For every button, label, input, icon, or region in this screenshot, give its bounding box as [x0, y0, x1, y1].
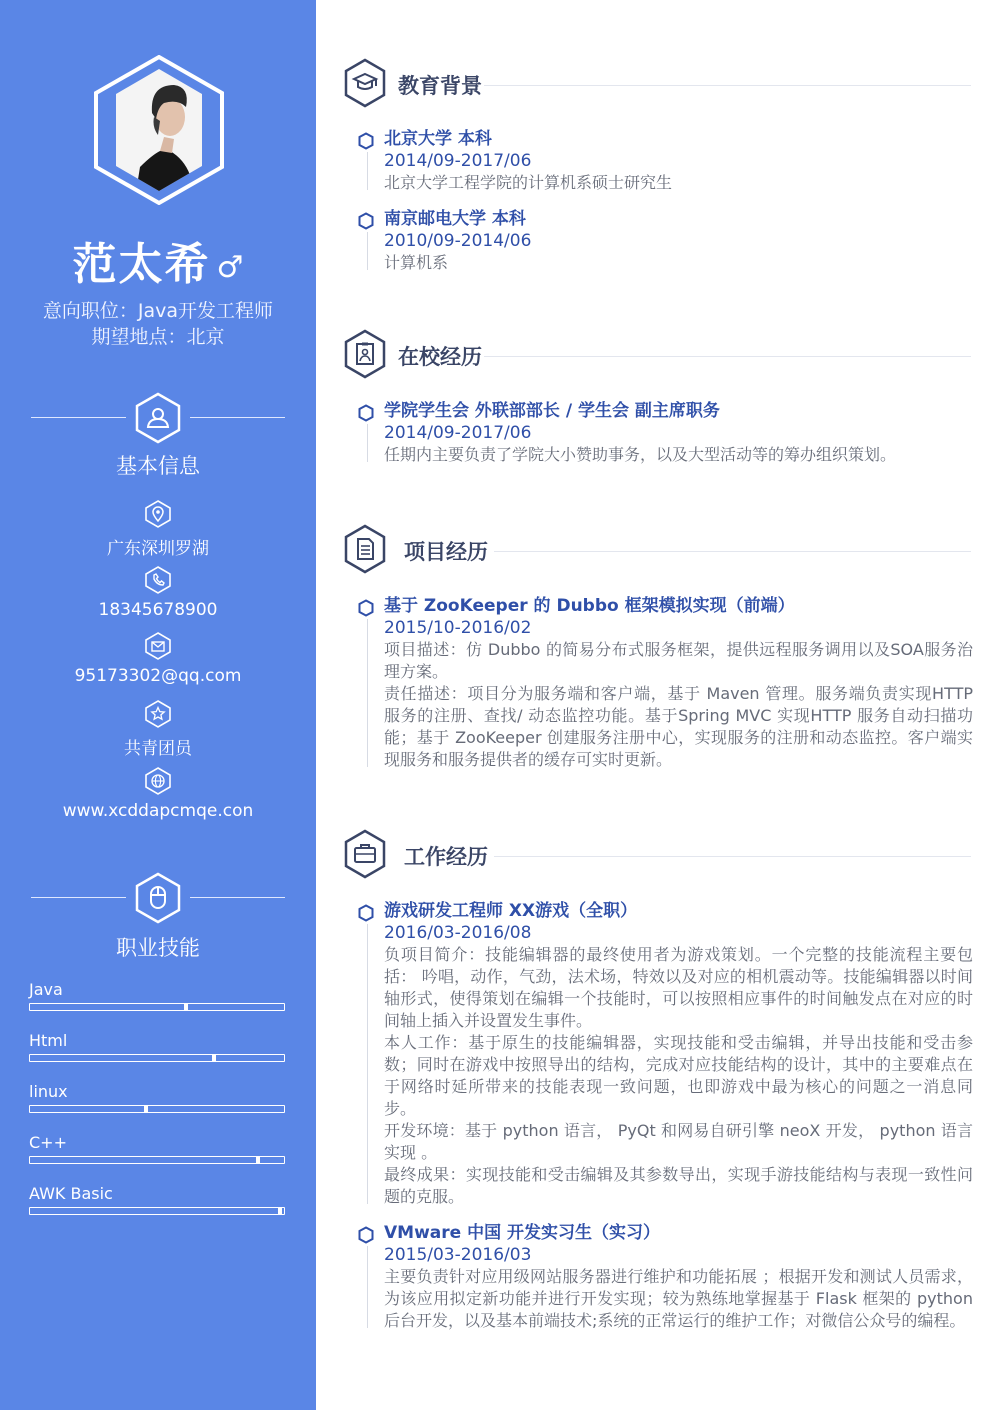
hexagon-bullet-icon	[358, 212, 374, 230]
hexagon-bullet-icon	[358, 132, 374, 150]
skill-level-marker	[184, 1003, 188, 1011]
entry-description: 开发环境：基于 python 语言， PyQt 和网易自研引擎 neoX 开发， python 语言实现 。	[384, 1121, 973, 1162]
skill-level-bar	[29, 1054, 285, 1062]
entry-date: 2014/09-2017/06	[384, 423, 532, 443]
entry-date: 2010/09-2014/06	[384, 231, 532, 251]
entry-description: 任期内主要负责了学院大小赞助事务，以及大型活动等的筹办组织策划。	[384, 445, 897, 464]
website-text: www.xcddapcmqe.con	[62, 801, 254, 821]
male-icon: ♂	[216, 250, 244, 285]
section-divider	[484, 356, 971, 357]
skill-item	[29, 1082, 285, 1113]
entry-title: 基于 ZooKeeper 的 Dubbo 框架模拟实现（前端）	[384, 596, 795, 616]
entry-description: 最终成果：实现技能和受击编辑及其参数导出，实现手游技能结构与表现一致性问题的克服。	[384, 1165, 973, 1206]
phone-item	[0, 566, 316, 620]
document-icon	[344, 524, 386, 574]
timeline-line	[367, 152, 368, 190]
sidebar	[0, 0, 316, 1410]
skill-item	[29, 1031, 285, 1062]
divider-right	[190, 417, 285, 418]
timeline-line	[367, 232, 368, 270]
skill-item	[29, 1133, 285, 1164]
user-icon	[135, 392, 181, 444]
entry-title: 游戏研发工程师 XX游戏（全职）	[384, 901, 638, 921]
name-row	[0, 228, 316, 292]
entry-description: 责任描述：项目分为服务端和客户端，基于 Maven 管理。服务端负责实现HTTP 服务的注册、查找/ 动态监控功能。基于Spring MVC 实现HTTP 服务自动扫描功能；基于 ZooKeeper 创建服务注册中心，实现服务的注册和动态监控。客户端实现服务和服务提供者的缓存可实时更新。	[384, 684, 973, 769]
mail-icon	[145, 632, 171, 660]
skill-name: linux	[29, 1082, 68, 1101]
section-divider	[484, 85, 971, 86]
globe-icon	[145, 767, 171, 795]
avatar	[94, 55, 224, 205]
hexagon-bullet-icon	[358, 404, 374, 422]
campus-entries	[353, 400, 973, 480]
timeline-entry	[353, 128, 973, 194]
skill-level-bar	[29, 1003, 285, 1011]
timeline-entry	[353, 900, 973, 1208]
skill-name: Html	[29, 1031, 68, 1050]
phone-icon	[145, 566, 171, 594]
timeline-entry	[353, 208, 973, 274]
skill-level-bar	[29, 1156, 285, 1164]
timeline-line	[367, 619, 368, 767]
address-item	[0, 500, 316, 559]
entry-description: 计算机系	[384, 253, 449, 272]
candidate-name: 范太希	[72, 239, 211, 290]
timeline-line	[367, 1246, 368, 1328]
entry-title: 南京邮电大学 本科	[384, 209, 526, 229]
skills-title: 职业技能	[116, 936, 200, 960]
timeline-entry	[353, 595, 973, 771]
campus-header	[344, 329, 971, 381]
education-entries	[353, 128, 973, 288]
expected-location: 期望地点：北京	[91, 326, 225, 348]
entry-date: 2015/03-2016/03	[384, 1245, 532, 1265]
skill-item	[29, 980, 285, 1011]
political-status-text: 共青团员	[124, 739, 192, 759]
divider-left	[31, 897, 126, 898]
section-divider	[494, 551, 971, 552]
skill-level-bar	[29, 1105, 285, 1113]
entry-description: 项目描述：仿 Dubbo 的简易分布式服务框架，提供远程服务调用以及SOA服务治理方案。	[384, 640, 973, 681]
education-header	[344, 58, 971, 110]
political-status-item	[0, 700, 316, 759]
skill-name: Java	[29, 980, 63, 999]
work-header	[344, 829, 971, 881]
entry-title: 北京大学 本科	[384, 129, 492, 149]
address-text: 广东深圳罗湖	[107, 539, 209, 559]
basic-info-title: 基本信息	[116, 454, 200, 478]
work-entries	[353, 900, 973, 1346]
section-divider	[494, 856, 971, 857]
skill-level-marker	[212, 1054, 216, 1062]
skill-level-marker	[256, 1156, 260, 1164]
website-item	[0, 767, 316, 821]
timeline-entry	[353, 1222, 973, 1332]
entry-date: 2014/09-2017/06	[384, 151, 532, 171]
entry-description: 负项目简介：技能编辑器的最终使用者为游戏策划。一个完整的技能流程主要包括： 吟唱，动作，气劲，法术场，特效以及对应的相机震动等。技能编辑器以时间轴形式，使得策划在编辑一个技能时，可以按照相应事件的时间触发点在对应的时间轴上插入并设置发生事件。	[384, 945, 973, 1030]
location-icon	[145, 500, 171, 528]
hexagon-bullet-icon	[358, 1226, 374, 1244]
entry-title: 学院学生会 外联部部长 / 学生会 副主席职务	[384, 401, 720, 421]
graduation-cap-icon	[344, 58, 386, 108]
divider-right	[190, 897, 285, 898]
phone-text: 18345678900	[98, 600, 218, 620]
work-title: 工作经历	[404, 845, 488, 869]
skill-item	[29, 1184, 285, 1215]
intended-position: 意向职位：Java开发工程师	[42, 300, 274, 322]
timeline-line	[367, 924, 368, 1204]
skill-level-marker	[278, 1207, 282, 1215]
entry-date: 2016/03-2016/08	[384, 923, 532, 943]
entry-description: 本人工作：基于原生的技能编辑器，实现技能和受击编辑，并导出技能和受击参数；同时在游戏中按照导出的结构，完成对应技能结构的设计，其中的主要难点在于网络时延所带来的技能表现一致问题，也即游戏中最为核心的问题之一消息同步。	[384, 1033, 973, 1118]
skill-level-bar	[29, 1207, 285, 1215]
skill-name: AWK Basic	[29, 1184, 113, 1203]
divider-left	[31, 417, 126, 418]
hexagon-bullet-icon	[358, 904, 374, 922]
email-item	[0, 632, 316, 686]
briefcase-icon	[344, 829, 386, 879]
entry-title: VMware 中国 开发实习生（实习）	[384, 1223, 661, 1243]
star-icon	[145, 700, 171, 728]
skill-name: C++	[29, 1133, 67, 1152]
mouse-icon	[135, 872, 181, 924]
entry-date: 2015/10-2016/02	[384, 618, 532, 638]
projects-header	[344, 524, 971, 576]
timeline-line	[367, 424, 368, 462]
hexagon-bullet-icon	[358, 599, 374, 617]
entry-description: 主要负责针对应用级网站服务器进行维护和功能拓展 ；根据开发和测试人员需求，为该应用拟定新功能并进行开发实现；较为熟练地掌握基于 Flask 框架的 python 后台开发，以及基本前端技术;系统的正常运行的维护工作；对微信公众号的编程。	[384, 1267, 973, 1330]
campus-title: 在校经历	[398, 345, 482, 369]
timeline-entry	[353, 400, 973, 466]
projects-entries	[353, 595, 973, 785]
projects-title: 项目经历	[404, 540, 488, 564]
id-badge-icon	[344, 329, 386, 379]
email-text: 95173302@qq.com	[74, 666, 242, 686]
education-title: 教育背景	[398, 74, 482, 98]
entry-description: 北京大学工程学院的计算机系硕士研究生	[384, 173, 673, 192]
main-content	[316, 0, 1000, 1410]
skill-level-marker	[144, 1105, 148, 1113]
